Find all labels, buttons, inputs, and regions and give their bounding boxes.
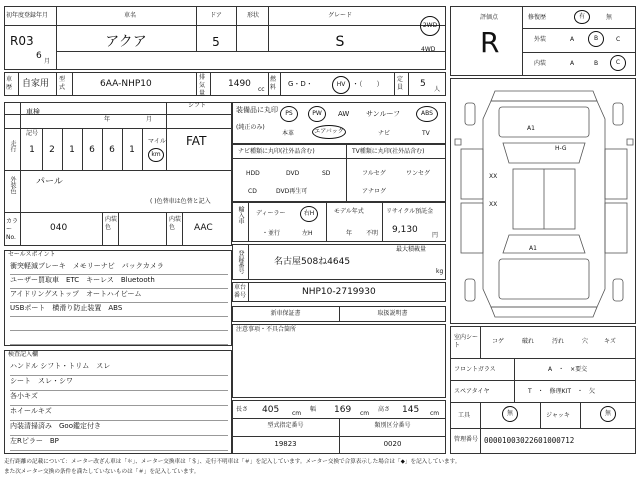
jack-label: ジャッキ bbox=[546, 412, 570, 419]
windshield-label: フロントガラス bbox=[454, 366, 496, 373]
score-value: R bbox=[480, 26, 500, 59]
mileage-digit: 1 bbox=[69, 145, 75, 155]
interior-grade-a: A bbox=[570, 60, 575, 67]
mileage-unit-mile: マイル bbox=[148, 138, 166, 145]
tv-label: TV種類に丸印(社外品含む) bbox=[352, 148, 425, 155]
length-label: 長さ bbox=[236, 406, 249, 413]
tools-label: 工具 bbox=[458, 412, 471, 419]
model-year-unknown: 不明 bbox=[366, 230, 379, 237]
width-label: 幅 bbox=[310, 406, 317, 413]
max-load-label: 最大積載量 bbox=[396, 246, 427, 253]
width: 169 bbox=[334, 405, 352, 415]
import-left: 左H bbox=[302, 230, 313, 237]
tv-analog: アナログ bbox=[362, 188, 387, 195]
color-no-label: カラーNo. bbox=[6, 218, 19, 241]
score-label: 評価点 bbox=[480, 14, 499, 21]
mileage-digit: 1 bbox=[29, 145, 35, 155]
inspector-note-line: ホイールキズ bbox=[10, 407, 228, 421]
equip-navi: ナビ bbox=[378, 130, 391, 137]
navi-cd: CD bbox=[248, 188, 257, 195]
trim-code: AAC bbox=[194, 223, 213, 233]
mileage-label: 走行 bbox=[9, 140, 16, 152]
height-cm: cm bbox=[430, 410, 440, 417]
displacement-label: 排気量 bbox=[199, 74, 206, 97]
recycle-amount: 9,130 bbox=[392, 225, 418, 235]
grade-label: グレード bbox=[327, 12, 352, 19]
footer-line-1: 走行距離の記載について：メーター改ざん車は「＊」、メーター交換車は「＄」、走行不明車は「＃」を記入しています。メーター交換で合算表示した場合は「◆」を記入しています。 bbox=[4, 459, 461, 465]
inspector-notes-label: 検査記入欄 bbox=[8, 351, 39, 358]
class-no-label: 類別区分番号 bbox=[374, 422, 411, 429]
displacement: 1490 bbox=[228, 79, 251, 89]
type-no-label: 型式指定番号 bbox=[267, 422, 304, 429]
spare-label: スペアタイヤ bbox=[454, 388, 490, 395]
model: 6AA-NHP10 bbox=[100, 79, 152, 89]
equip-airbag-circled: エアバック bbox=[312, 125, 346, 139]
mileage-digit: 6 bbox=[109, 145, 115, 155]
room-item-hole: 穴 bbox=[582, 338, 589, 345]
equip-aw: AW bbox=[338, 110, 350, 118]
equip-abs-circled: ABS bbox=[416, 106, 438, 122]
shift-label: シフト bbox=[188, 102, 207, 109]
max-load-kg: kg bbox=[436, 268, 444, 275]
length: 405 bbox=[262, 405, 280, 415]
notes-box-frame bbox=[232, 324, 446, 398]
sales-point-line bbox=[10, 332, 228, 345]
recycle-label: リサイクル預託金 bbox=[386, 208, 434, 215]
car-name: アクア bbox=[105, 34, 147, 50]
capacity: 5 bbox=[420, 79, 426, 89]
diagram-mark-xx-2: XX bbox=[489, 201, 498, 208]
fuel-paren: ・（ ） bbox=[352, 80, 384, 88]
inspection-year: 年 bbox=[104, 116, 111, 123]
grade: S bbox=[335, 34, 345, 50]
jack-none-circled: 無 bbox=[600, 406, 616, 422]
drive-2wd-circled: 2WD bbox=[420, 16, 440, 36]
exterior-grade-label: 外装 bbox=[534, 36, 547, 43]
spare-value: T ・ 修理KIT ・ 欠 bbox=[528, 388, 596, 395]
room-item-tear: 破れ bbox=[522, 338, 535, 345]
height: 145 bbox=[402, 405, 420, 415]
inspector-note-line: ハンドル シフト・トリム スレ bbox=[10, 362, 228, 376]
equip-leather: 本革 bbox=[282, 130, 295, 137]
sales-point-line: アイドリングストップ オートハイビーム bbox=[10, 290, 228, 303]
repair-label: 修復歴 bbox=[528, 14, 547, 21]
model-year-label: モデル年式 bbox=[334, 208, 364, 215]
use: 自家用 bbox=[22, 79, 50, 89]
room-item-dirt: 汚れ bbox=[552, 338, 565, 345]
model-label: 型式 bbox=[59, 76, 66, 91]
diagram-mark-hg: H-G bbox=[555, 145, 567, 152]
registration-number: 名古屋508ね4645 bbox=[274, 257, 351, 267]
navi-sd: SD bbox=[322, 170, 331, 177]
shape-label: 形状 bbox=[246, 12, 259, 19]
room-item-burn: コゲ bbox=[492, 338, 505, 345]
equipment-label: 装備品に丸印 bbox=[236, 106, 278, 114]
drive-4wd: 4WD bbox=[421, 46, 436, 53]
navi-hdd: HDD bbox=[246, 170, 260, 177]
people-unit: 人 bbox=[434, 86, 441, 93]
mileage-note: 記号 bbox=[26, 130, 39, 137]
recycle-yen: 円 bbox=[432, 232, 439, 239]
sales-point-line: USBポート 横滑り防止装置 ABS bbox=[10, 304, 228, 317]
cc-unit: cc bbox=[258, 86, 265, 93]
notes-box-label: 注意事項・不具合箇所 bbox=[236, 326, 297, 333]
equip-sunroof: サンルーフ bbox=[366, 110, 401, 118]
chassis-label: 車台番号 bbox=[234, 284, 247, 299]
damage-diagram bbox=[450, 78, 636, 324]
class-no: 0020 bbox=[383, 440, 402, 448]
mileage-digit: 2 bbox=[49, 145, 55, 155]
car-outline-svg bbox=[451, 79, 637, 325]
tools-none-circled: 無 bbox=[502, 406, 518, 422]
reg-era: R03 bbox=[10, 34, 34, 48]
exterior-grade-b-circled: B bbox=[588, 31, 604, 47]
sales-points-label: セールスポイント bbox=[8, 251, 56, 258]
tv-fullseg: フルセグ bbox=[362, 170, 386, 177]
equip-tv: TV bbox=[422, 130, 430, 137]
door-label: ドア bbox=[210, 12, 222, 19]
width-cm: cm bbox=[360, 410, 370, 417]
new-car-warranty: 新車保証書 bbox=[270, 310, 301, 317]
registration-label: 登録番号 bbox=[237, 250, 244, 274]
interior-grade-c-circled: C bbox=[610, 55, 626, 71]
sales-point-line: ユーザー買取車 ETC キーレス Bluetooth bbox=[10, 276, 228, 289]
equip-pw-circled: PW bbox=[308, 106, 326, 122]
length-cm: cm bbox=[292, 410, 302, 417]
inspector-note-line: 左Rピラー BP bbox=[10, 437, 228, 451]
type-no: 19823 bbox=[274, 440, 297, 448]
repair-none: 無 bbox=[606, 14, 613, 21]
sales-point-line bbox=[10, 318, 228, 331]
repair-has-circled: 有 bbox=[574, 10, 590, 24]
inspector-note-line: 内装清掃済み Goo鑑定付き bbox=[10, 422, 228, 436]
import-other: ・並行 bbox=[262, 230, 281, 237]
car-name-label: 車名 bbox=[123, 12, 136, 19]
inspector-note-line: 各小キズ bbox=[10, 392, 228, 406]
reg-month-unit: 月 bbox=[44, 58, 51, 65]
interior-color-label: 内装色 bbox=[105, 216, 118, 231]
diagram-mark-a1-front: A1 bbox=[527, 125, 535, 132]
room-item-scratch: キズ bbox=[604, 338, 616, 345]
height-label: 高さ bbox=[378, 406, 391, 413]
exterior-note: ( )色替車は色替と記入 bbox=[150, 198, 211, 205]
first-reg-label: 初年度登録年月 bbox=[6, 12, 49, 19]
mgmt-label: 管理番号 bbox=[454, 436, 479, 443]
mileage-digit: 6 bbox=[89, 145, 95, 155]
tv-oneseg: ワンセグ bbox=[406, 170, 431, 177]
fuel-hv-circled: HV bbox=[332, 76, 350, 94]
navi-label: ナビ種類に丸印(社外品含む) bbox=[238, 148, 315, 155]
interior-grade-b: B bbox=[594, 60, 599, 67]
diagram-mark-a1-rear: A1 bbox=[529, 245, 537, 252]
inspection-month: 月 bbox=[146, 116, 153, 123]
diagram-mark-xx-1: XX bbox=[489, 173, 498, 180]
exterior-grade-c: C bbox=[616, 36, 621, 43]
import-right-circled: 右H bbox=[300, 206, 318, 222]
windshield-value: A ・ ×要交 bbox=[548, 366, 588, 373]
capacity-label: 定員 bbox=[397, 76, 404, 91]
import-label: 輸入車 bbox=[237, 206, 244, 224]
inspector-note-line: シート スレ・シワ bbox=[10, 377, 228, 391]
exterior-color-label: 外装色 bbox=[9, 176, 16, 194]
fuel-label: 燃料 bbox=[270, 76, 277, 91]
inspection-label: 車検 bbox=[26, 108, 40, 116]
navi-dvd: DVD bbox=[286, 170, 300, 177]
equipment-sublabel: (純正のみ) bbox=[236, 124, 265, 131]
exterior-grade-a: A bbox=[570, 36, 575, 43]
room-seat-label: 室内シート bbox=[454, 334, 479, 349]
reg-month: 6 bbox=[36, 51, 42, 61]
trim-label: 内装色 bbox=[169, 216, 182, 231]
interior-grade-label: 内装 bbox=[534, 60, 547, 67]
mileage-unit-km-circled: km bbox=[148, 148, 164, 162]
sales-point-line: 衝突軽減ブレーキ メモリーナビ バックカメラ bbox=[10, 262, 228, 275]
model-year-unit: 年 bbox=[346, 230, 353, 237]
exterior-color: パール bbox=[36, 177, 63, 187]
import-dealer: ディーラー bbox=[256, 210, 286, 217]
fuel-options: G・D・ bbox=[288, 80, 313, 88]
owner-manual: 取扱説明書 bbox=[377, 310, 408, 317]
mgmt-number: 00001003022601000712 bbox=[484, 436, 575, 445]
use-label: 車歴 bbox=[6, 76, 13, 91]
chassis-number: NHP10-2719930 bbox=[302, 287, 376, 297]
equip-ps-circled: PS bbox=[280, 106, 298, 122]
color-code: 040 bbox=[50, 223, 68, 233]
doors: 5 bbox=[212, 35, 220, 49]
navi-dvd-play: DVD再生可 bbox=[276, 188, 308, 195]
footer-line-2: また次メーター交換の条件を満たしていないものは「＃」を記入しています。 bbox=[4, 469, 200, 475]
mileage-digit: 1 bbox=[129, 145, 135, 155]
shift-value: FAT bbox=[186, 134, 207, 148]
